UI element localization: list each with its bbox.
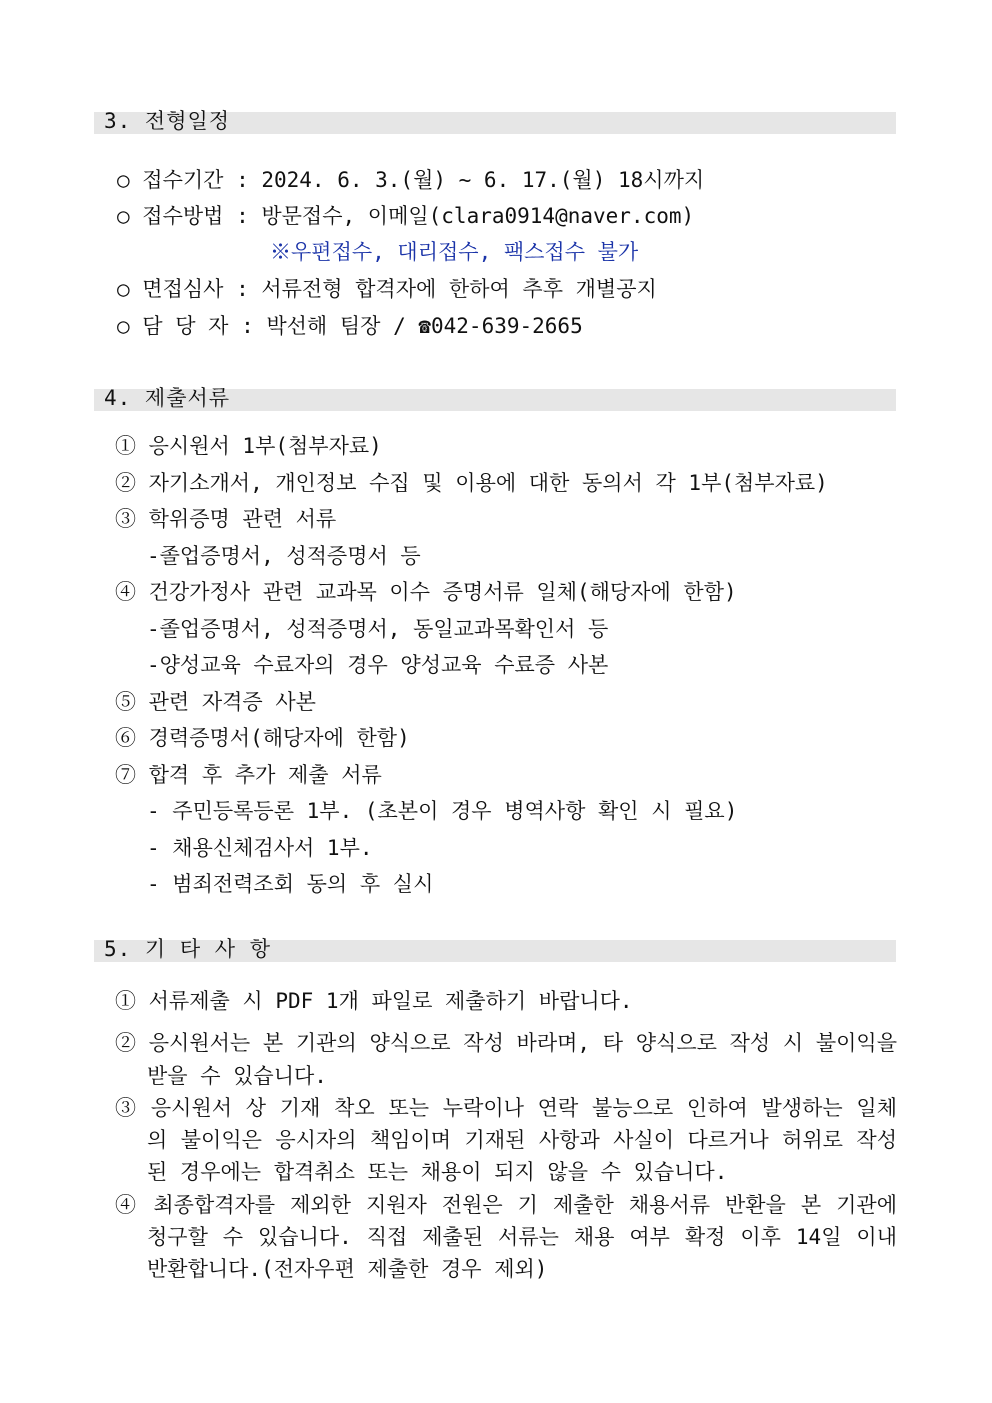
doc-item-3-sub: -졸업증명서, 성적증명서 등	[147, 544, 421, 568]
doc-item-1: ① 응시원서 1부(첨부자료)	[115, 434, 382, 458]
doc-item-7: ⑦ 합격 후 추가 제출 서류	[115, 763, 382, 787]
schedule-method: ○ 접수방법 : 방문접수, 이메일(clara0914@naver.com)	[117, 204, 695, 228]
section-header-documents	[94, 386, 896, 411]
note-item-3-cont-2: 된 경우에는 합격취소 또는 채용이 되지 않을 수 있습니다.	[147, 1160, 728, 1184]
doc-item-7-sub-2: - 채용신체검사서 1부.	[147, 836, 373, 860]
note-item-4-cont-1: 청구할 수 있습니다. 직접 제출된 서류는 채용 여부 확정 이후 14일 이내	[147, 1225, 897, 1249]
section-header-schedule	[94, 109, 896, 134]
note-item-3: ③ 응시원서 상 기재 착오 또는 누락이나 연락 불능으로 인하여 발생하는 일체	[115, 1096, 897, 1120]
schedule-method-note: ※우편접수, 대리접수, 팩스접수 불가	[270, 240, 639, 264]
doc-item-7-sub-3: - 범죄전력조회 동의 후 실시	[147, 872, 434, 896]
note-item-2: ② 응시원서는 본 기관의 양식으로 작성 바라며, 타 양식으로 작성 시 불이익을	[115, 1031, 897, 1055]
schedule-contact: ○ 담 당 자 : 박선해 팀장 / ☎042-639-2665	[117, 314, 583, 338]
section-header-other	[94, 937, 896, 962]
doc-item-2: ② 자기소개서, 개인정보 수집 및 이용에 대한 동의서 각 1부(첨부자료)	[115, 471, 828, 495]
doc-item-6: ⑥ 경력증명서(해당자에 한함)	[115, 726, 410, 750]
note-item-2-cont: 받을 수 있습니다.	[147, 1064, 327, 1088]
note-item-1: ① 서류제출 시 PDF 1개 파일로 제출하기 바랍니다.	[115, 989, 633, 1013]
doc-item-7-sub-1: - 주민등록등론 1부. (초본이 경우 병역사항 확인 시 필요)	[147, 799, 738, 823]
note-item-3-cont-1: 의 불이익은 응시자의 책임이며 기재된 사항과 사실이 다르거나 허위로 작성	[147, 1128, 897, 1152]
doc-item-4: ④ 건강가정사 관련 교과목 이수 증명서류 일체(해당자에 한함)	[115, 580, 737, 604]
note-item-4: ④ 최종합격자를 제외한 지원자 전원은 기 제출한 채용서류 반환을 본 기관에	[115, 1193, 897, 1217]
doc-item-5: ⑤ 관련 자격증 사본	[115, 690, 316, 714]
schedule-interview: ○ 면접심사 : 서류전형 합격자에 한하여 추후 개별공지	[117, 277, 657, 301]
note-item-4-cont-2: 반환합니다.(전자우편 제출한 경우 제외)	[147, 1257, 548, 1281]
section-title: 3. 전형일정	[104, 109, 231, 133]
doc-item-4-sub-2: -양성교육 수료자의 경우 양성교육 수료증 사본	[147, 653, 609, 677]
doc-item-3: ③ 학위증명 관련 서류	[115, 507, 337, 531]
doc-item-4-sub-1: -졸업증명서, 성적증명서, 동일교과목확인서 등	[147, 617, 609, 641]
schedule-period: ○ 접수기간 : 2024. 6. 3.(월) ~ 6. 17.(월) 18시까지	[117, 168, 705, 192]
section-title: 4. 제출서류	[104, 386, 231, 410]
section-title: 5. 기 타 사 항	[104, 937, 272, 961]
